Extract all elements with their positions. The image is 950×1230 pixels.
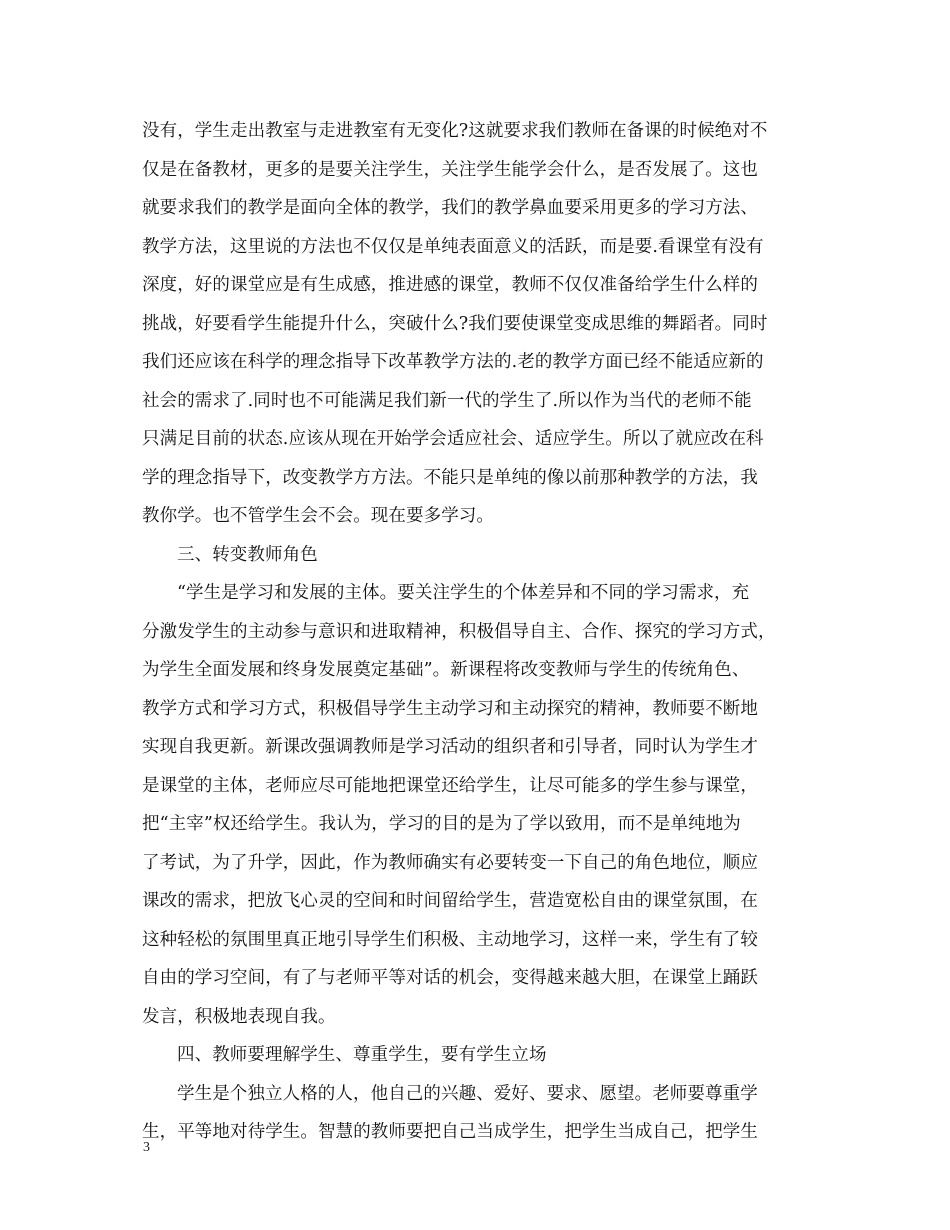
text-line: 我们还应该在科学的理念指导下改革教学方法的.老的教学方面已经不能适应新的 [142, 352, 764, 372]
text-line: 发言，积极地表现自我。 [142, 1006, 336, 1027]
text-line: 分激发学生的主动参与意识和进取精神，积极倡导自主、合作、探究的学习方式， [142, 621, 776, 642]
text-line: 教学方法，这里说的方法也不仅仅是单纯表面意义的活跃，而是要.看课堂有没有 [142, 236, 764, 257]
paragraph-start-line: “学生是学习和发展的主体。要关注学生的个体差异和不同的学习需求，充 [177, 583, 750, 603]
text-line: 是课堂的主体，老师应尽可能地把课堂还给学生，让尽可能多的学生参与课堂， [142, 775, 758, 796]
text-line: 课改的需求，把放飞心灵的空间和时间留给学生，营造宽松自由的课堂氛围，在 [142, 891, 758, 911]
text-line: 了考试，为了升学，因此，作为教师确实有必要转变一下自己的角色地位，顺应 [142, 852, 758, 873]
text-line: 自由的学习空间，有了与老师平等对话的机会，变得越来越大胆，在课堂上踊跃 [142, 968, 758, 988]
text-line: 挑战，好要看学生能提升什么，突破什么?我们要使课堂变成思维的舞蹈者。同时 [142, 313, 768, 334]
text-line: 学的理念指导下，改变教学方方法。不能只是单纯的像以前那种教学的方法，我 [142, 467, 758, 488]
text-line: 仅是在备教材，更多的是要关注学生，关注学生能学会什么，是否发展了。这也 [142, 159, 758, 180]
text-line: 没有，学生走出教室与走进教室有无变化?这就要求我们教师在备课的时候绝对不 [142, 121, 768, 141]
text-line: 只满足目前的状态.应该从现在开始学会适应社会、适应学生。所以了就应改在科 [142, 429, 764, 449]
text-line: 生，平等地对待学生。智慧的教师要把自己当成学生，把学生当成自己，把学生 [142, 1122, 758, 1142]
text-line: 实现自我更新。新课改强调教师是学习活动的组织者和引导者，同时认为学生才 [142, 737, 758, 757]
text-line: 把“主宰”权还给学生。我认为，学习的目的是为了学以致用，而不是单纯地为 [142, 814, 741, 834]
text-line: 教你学。也不管学生会不会。现在要多学习。 [142, 506, 494, 526]
text-line: 社会的需求了.同时也不可能满足我们新一代的学生了.所以作为当代的老师不能 [142, 390, 752, 411]
text-line: 就要求我们的教学是面向全体的教学，我们的教学鼻血要采用更多的学习方法、 [142, 198, 758, 218]
paragraph-start-line: 学生是个独立人格的人，他自己的兴趣、爱好、要求、愿望。老师要尊重学 [177, 1083, 758, 1104]
section-heading-3: 三、转变教师角色 [177, 544, 318, 565]
text-line: 教学方式和学习方式，积极倡导学生主动学习和主动探究的精神，教师要不断地 [142, 698, 758, 719]
text-line: 深度，好的课堂应是有生成感，推进感的课堂，教师不仅仅准备给学生什么样的 [142, 275, 758, 295]
page-number: 3 [143, 1140, 150, 1155]
section-heading-4: 四、教师要理解学生、尊重学生，要有学生立场 [177, 1045, 547, 1065]
text-line: 这种轻松的氛围里真正地引导学生们积极、主动地学习，这样一来，学生有了较 [142, 929, 758, 950]
text-line: 为学生全面发展和终身发展奠定基础”。新课程将改变教师与学生的传统角色、 [142, 660, 750, 680]
page-body [142, 112, 814, 1152]
